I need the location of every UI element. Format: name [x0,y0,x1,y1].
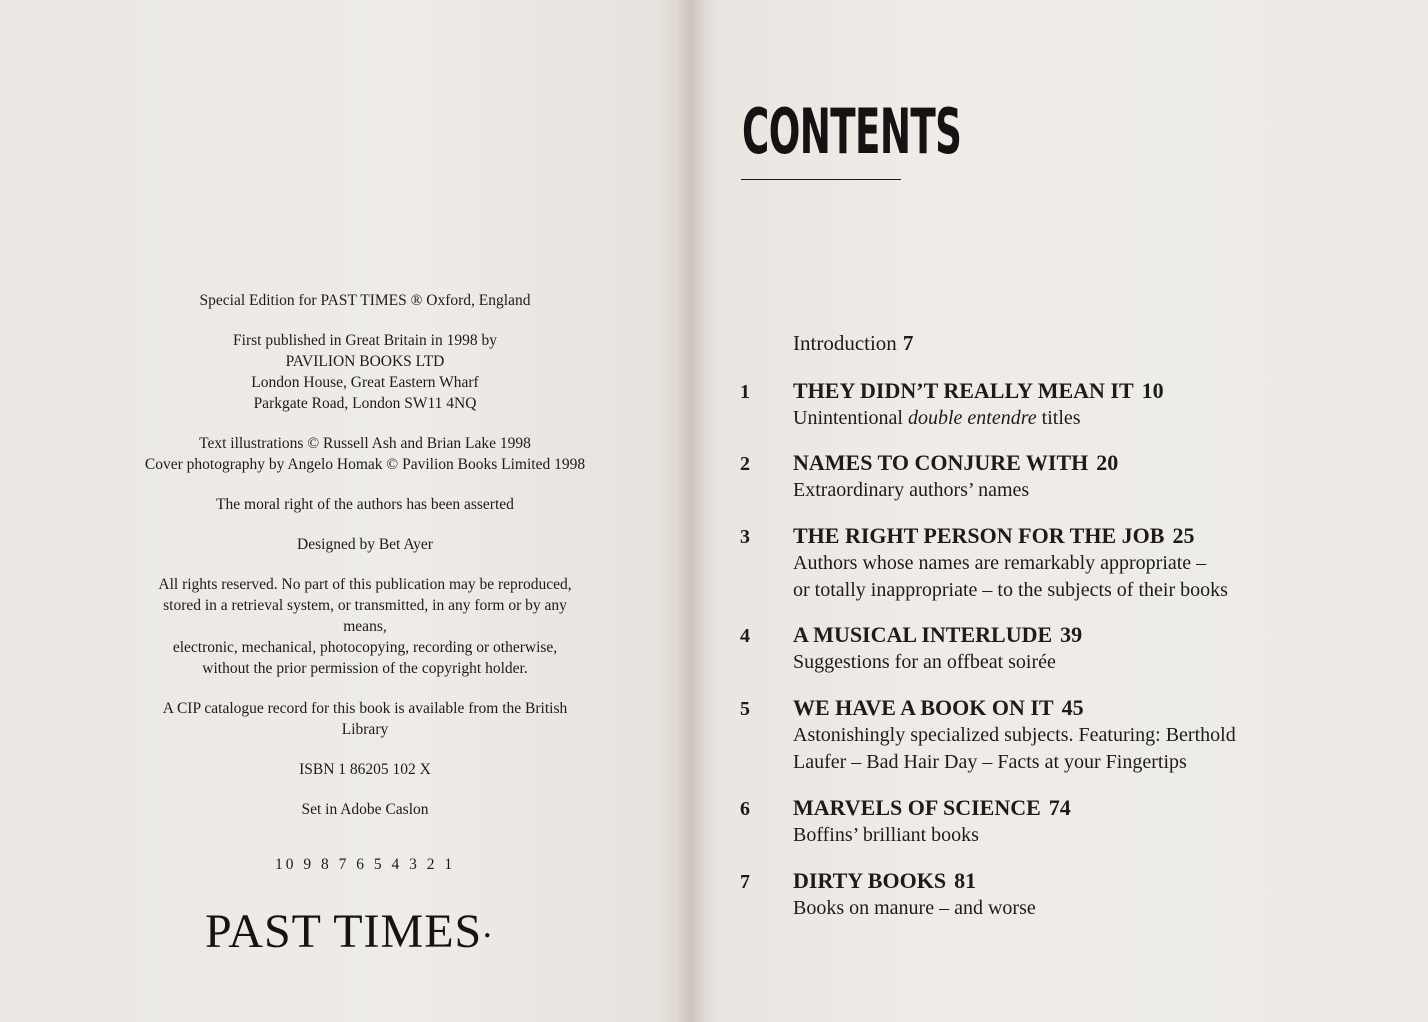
desc-line: Astonishingly specialized subjects. Featuring: Berthold [793,724,1236,746]
chapter-description [793,405,1303,432]
toc-intro-label: Introduction [793,331,897,355]
chapter-title-text: WE HAVE A BOOK ON IT [793,695,1054,720]
chapter-number: 1 [740,381,750,403]
chapter-title [793,694,1084,722]
typeface-text: Set in Adobe Caslon [301,801,429,818]
desc-line: Laufer – Bad Hair Day – Facts at your Fingertips [793,751,1187,773]
chapter-title-text: A MUSICAL INTERLUDE [793,622,1053,647]
chapter-title-text: THEY DIDN’T REALLY MEAN IT [793,378,1134,403]
chapter-description: Boffins’ brilliant books [793,824,979,846]
credits [90,433,640,475]
rights-line: electronic, mechanical, photocopying, recording or otherwise, [172,639,558,656]
chapter-title [793,449,1118,477]
chapter-page: 10 [1141,378,1164,403]
chapter-page: 20 [1096,450,1119,475]
desc-line: Authors whose names are remarkably appropriate – [793,552,1207,574]
credit-line: Cover photography by Angelo Homak © Pavilion Books Limited 1998 [144,456,586,473]
chapter-description: Suggestions for an offbeat soirée [793,651,1056,673]
toc-intro-page: 7 [902,331,914,355]
chapter-number: 4 [740,625,750,647]
cip-line: A CIP catalogue record for this book is available from the British [162,700,568,717]
chapter-description: Extraordinary authors’ names [793,479,1030,501]
desc-line: or totally inappropriate – to the subjects of their books [793,579,1228,601]
chapter-page: 39 [1060,622,1083,647]
special-edition-line [90,290,640,311]
logo-text: PAST TIMES [205,905,483,958]
chapter-title-text: MARVELS OF SCIENCE [793,795,1041,820]
chapter-number: 6 [740,798,750,820]
chapter-page: 74 [1048,795,1071,820]
publisher-line: First published in Great Britain in 1998 by [233,332,497,349]
chapter-title [793,867,976,895]
chapter-number: 2 [740,453,750,475]
cip-line: Library [341,721,389,738]
page-title: CONTENTS [742,95,962,168]
print-line-text: 10 9 8 7 6 5 4 3 2 1 [274,856,456,873]
chapter-title [793,621,1082,649]
chapter-description [793,722,1303,776]
chapter-title-text: DIRTY BOOKS [793,868,947,893]
typeface-line [90,799,640,820]
chapter-title [793,522,1194,550]
moral-right-text: The moral right of the authors has been asserted [216,496,514,513]
publisher-line: London House, Great Eastern Wharf [251,374,479,391]
chapter-number: 3 [740,526,750,548]
chapter-description [793,550,1303,604]
print-line [90,854,640,875]
designer-text: Designed by Bet Ayer [297,536,433,553]
credit-line: Text illustrations © Russell Ash and Brian Lake 1998 [199,435,531,452]
imprint-page [0,0,690,1022]
chapter-title-text: NAMES TO CONJURE WITH [793,450,1089,475]
rights-line: without the prior permission of the copyright holder. [202,660,528,677]
publisher-address [90,330,640,414]
moral-right-line [90,494,640,515]
desc-italic: double entendre [907,407,1037,429]
publisher-name: PAVILION BOOKS LTD [285,353,445,370]
chapter-title [793,377,1164,405]
chapter-page: 45 [1061,695,1084,720]
past-times-logo [205,902,535,966]
chapter-description: Books on manure – and worse [793,897,1036,919]
imprint-block [90,290,640,883]
rights-line: All rights reserved. No part of this publication may be reproduced, [158,576,572,593]
desc-text: Unintentional [793,407,908,429]
rights-line: stored in a retrieval system, or transmitted, in any form or by any [163,597,567,614]
chapter-number: 5 [740,698,750,720]
chapter-title [793,794,1071,822]
rights-notice [90,574,640,679]
isbn-line [90,759,640,780]
rights-line: means, [343,618,387,635]
designer-line [90,534,640,555]
chapter-number: 7 [740,871,750,893]
logo-dot: ● [484,929,492,941]
desc-text: titles [1036,407,1081,429]
chapter-page: 81 [954,868,977,893]
toc-introduction[interactable] [793,329,913,357]
cip-notice [90,698,640,740]
chapter-title-text: THE RIGHT PERSON FOR THE JOB [793,523,1165,548]
publisher-line: Parkgate Road, London SW11 4NQ [253,395,477,412]
title-divider [741,179,901,180]
special-edition-text: Special Edition for PAST TIMES ® Oxford, England [199,292,531,309]
chapter-page: 25 [1172,523,1195,548]
book-gutter [676,0,706,1022]
isbn-text: ISBN 1 86205 102 X [299,761,431,778]
